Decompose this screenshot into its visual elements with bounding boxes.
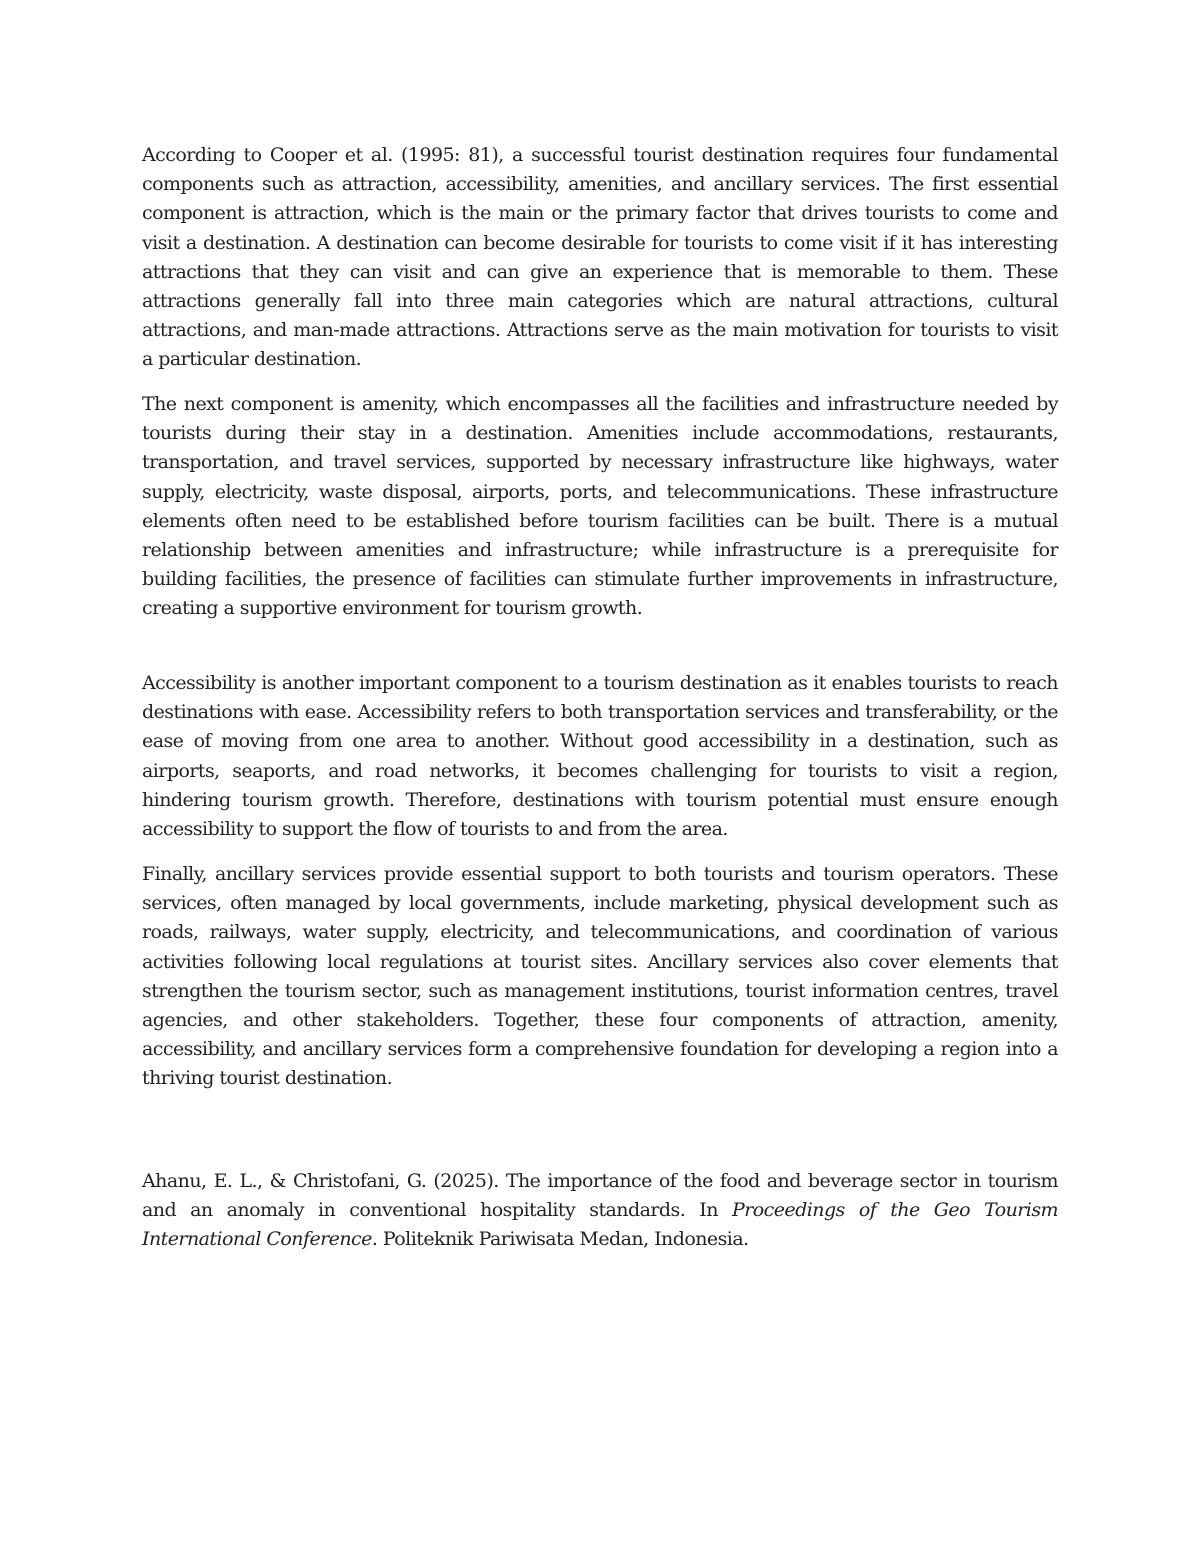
paragraph-ancillary-services: Finally, ancillary services provide essential support to both tourists and tourism operators. These services, often managed by local governments, include marketing, physical development such as roads, railways, water supply, electricity, and telecommunications, and coordination of various activities following local regulations at tourist sites. Ancillary services also cover elements that strengthen the tourism sector, such as management institutions, tourist information centres, travel agencies, and other stakeholders. Together, these four components of attraction, amenity, accessibility, and ancillary services form a comprehensive foundation for developing a region into a thriving tourist destination. (142, 863, 1058, 1090)
reference-proceedings: Proceedings of the Geo Tourism International Conference (142, 1199, 1058, 1251)
reference-citation (142, 1167, 1058, 1255)
paragraph-attraction: According to Cooper et al. (1995: 81), a successful tourist destination requires four fundamental components such as attraction, accessibility, amenities, and ancillary services. The first essential component is attraction, which is the main or the primary factor that drives tourists to come and visit a destination. A destination can become desirable for tourists to come visit if it has interesting attractions that they can visit and can give an experience that is memorable to them. These attractions generally fall into three main categories which are natural attractions, cultural attractions, and man-made attractions. Attractions serve as the main motivation for tourists to visit a particular destination. (142, 144, 1058, 371)
paragraph-accessibility: Accessibility is another important component to a tourism destination as it enables tourists to reach destinations with ease. Accessibility refers to both transportation services and transferability, or the ease of moving from one area to another. Without good accessibility in a destination, such as airports, seaports, and road networks, it becomes challenging for tourists to visit a region, hindering tourism growth. Therefore, destinations with tourism potential must ensure enough accessibility to support the flow of tourists to and from the area. (142, 672, 1058, 841)
reference-publisher: . Politeknik Pariwisata Medan, Indonesia. (371, 1228, 749, 1251)
paragraph-amenity: The next component is amenity, which encompasses all the facilities and infrastructure needed by tourists during their stay in a destination. Amenities include accommodations, restaurants, transportation, and travel services, supported by necessary infrastructure like highways, water supply, electricity, waste disposal, airports, ports, and telecommunications. These infrastructure elements often need to be established before tourism facilities can be built. There is a mutual relationship between amenities and infrastructure; while infrastructure is a prerequisite for building facilities, the presence of facilities can stimulate further improvements in infrastructure, creating a supportive environment for tourism growth. (142, 393, 1058, 620)
reference-authors-title: Ahanu, E. L., & Christofani, G. (2025). The importance of the food and beverage sector in tourism and an anomaly in conventional hospitality standards. In (142, 1170, 1058, 1222)
